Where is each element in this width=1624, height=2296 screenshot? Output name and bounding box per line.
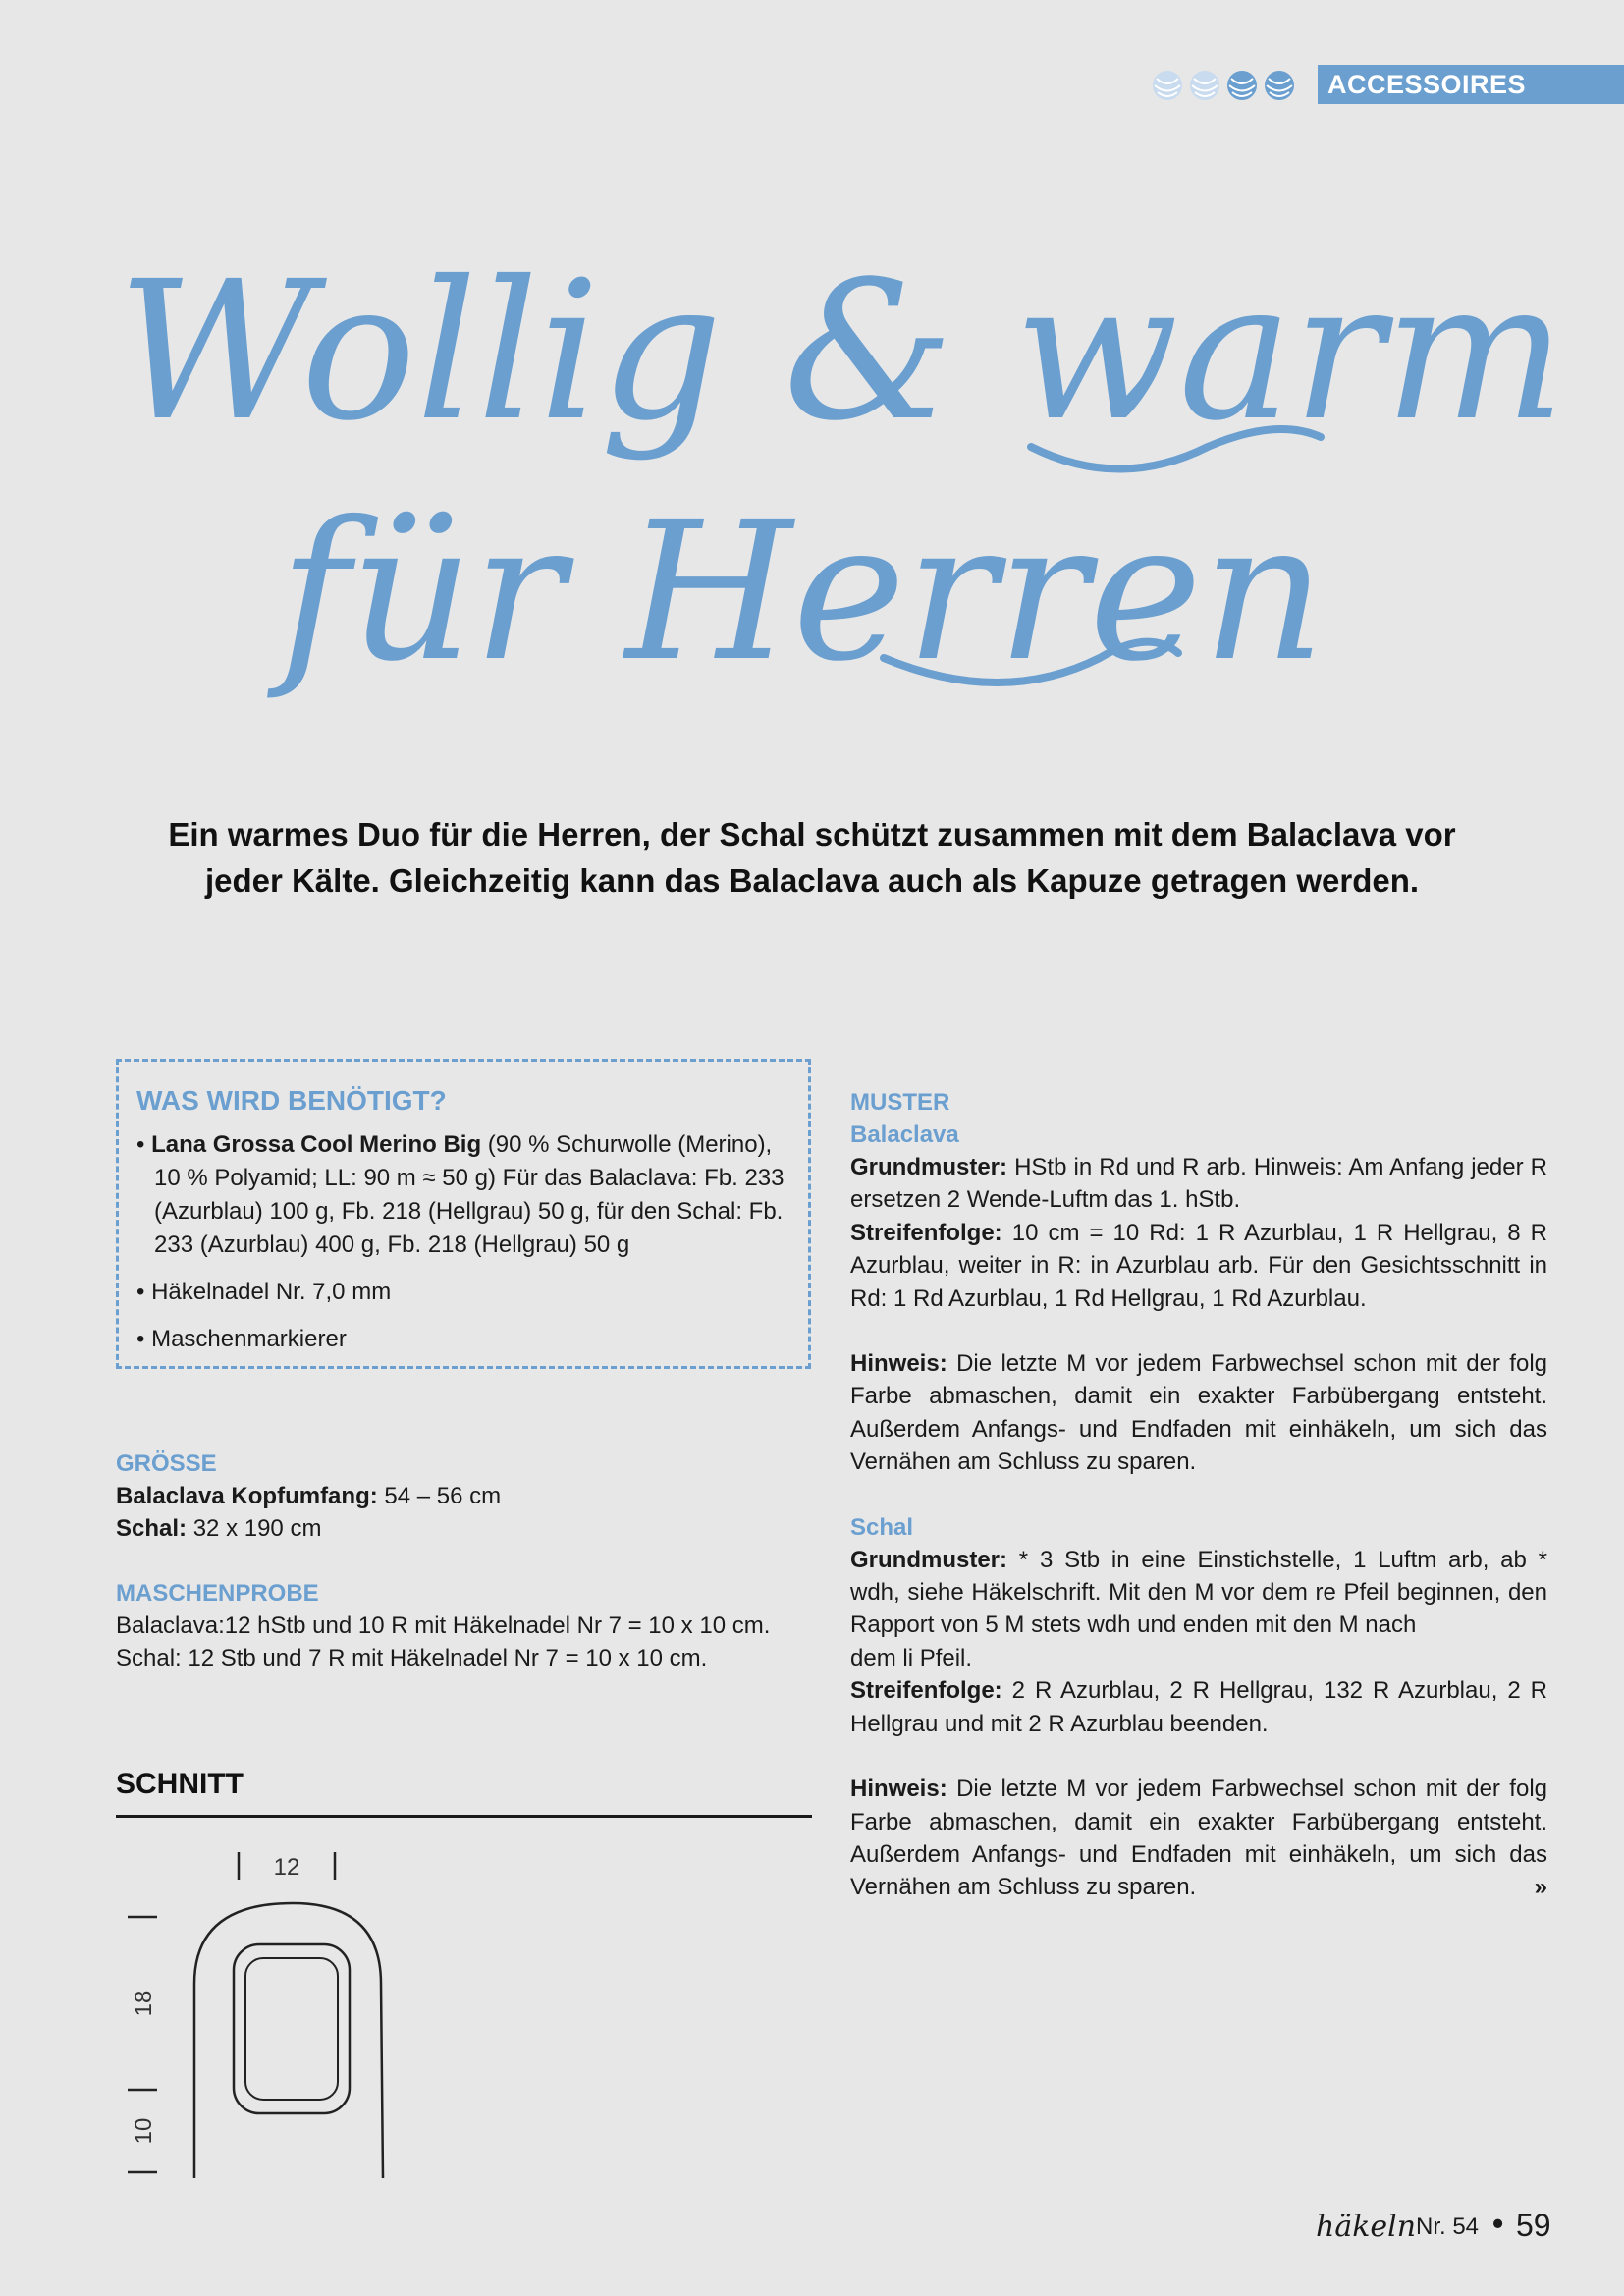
materials-heading: WAS WIRD BENÖTIGT? (136, 1085, 447, 1116)
size-heading: GRÖSSE (116, 1450, 217, 1477)
materials-box (116, 1059, 811, 1369)
schal-hinweis-label: Hinweis: (850, 1776, 947, 1803)
schal-grundmuster (850, 1544, 1547, 1642)
balaclava-streifenfolge-text: 10 cm = 10 Rd: 1 R Azurblau, 1 R Hellgrau, 8 R Azurblau, weiter in R: in Azurblau arb. Für den Gesichtsschnitt in Rd: 1 Rd Azurblau, 1 Rd Hellgrau, 1 Rd Azurblau. (850, 1219, 1547, 1312)
difficulty-rating (1151, 69, 1300, 102)
title-line-1: Wollig & warm (117, 240, 1566, 463)
section-tag: ACCESSOIRES (1318, 65, 1624, 104)
balaclava-hinweis-label: Hinweis: (850, 1350, 947, 1378)
size-schal-value: 32 x 190 cm (187, 1515, 322, 1542)
schal-hinweis (850, 1773, 1547, 1904)
muster-heading: MUSTER (850, 1089, 950, 1116)
size-schal (116, 1512, 811, 1545)
continue-mark: » (1534, 1874, 1547, 1901)
title-line-2: für Herren (279, 480, 1326, 703)
schal-hinweis-text: Die letzte M vor jedem Farbwechsel schon mit der folg Farbe abmaschen, damit ein exakter Farbübergang entsteht. Außerdem Anfangs- und Endfaden mit einhäkeln, um sich das Vernähen am Schluss zu sparen. (850, 1776, 1547, 1901)
balaclava-hinweis-text: Die letzte M vor jedem Farbwechsel schon mit der folg Farbe abmaschen, damit ein exakter Farbübergang entsteht. Außerdem Anfangs- und Endfaden mit einhäkeln, um sich das Vernähen am Schluss zu sparen. (850, 1350, 1547, 1476)
pattern-section (850, 1086, 1547, 1904)
face-opening-inner (245, 1958, 338, 2100)
width-label: 12 (273, 1854, 300, 1881)
footer-separator: • (1492, 2206, 1504, 2241)
balaclava-streifenfolge (850, 1217, 1547, 1315)
size-balaclava-value: 54 – 56 cm (377, 1483, 502, 1509)
materials-item-hook: • Häkelnadel Nr. 7,0 mm (136, 1279, 392, 1305)
schnitt-diagram (116, 1836, 528, 2190)
schal-streifenfolge-text: 2 R Azurblau, 2 R Hellgrau, 132 R Azurblau, 2 R Hellgrau und mit 2 R Azurblau beenden. (850, 1677, 1547, 1737)
yarn-ball-icon (1227, 71, 1257, 100)
schnitt-heading: SCHNITT (116, 1768, 244, 1800)
hook-text: Häkelnadel Nr. 7,0 mm (151, 1279, 392, 1305)
schal-grundmuster-label: Grundmuster: (850, 1546, 1008, 1573)
yarn-ball-icon (1190, 71, 1219, 100)
page-footer (1316, 2206, 1551, 2249)
schal-streifenfolge-label: Streifenfolge: (850, 1677, 1002, 1705)
intro-text: Ein warmes Duo für die Herren, der Schal schützt zusammen mit dem Balaclava vor jeder Kälte. Gleichzeitig kann das Balaclava auch als Kapuze getragen werden. (168, 816, 1456, 899)
balaclava-streifenfolge-label: Streifenfolge: (850, 1219, 1002, 1246)
page-number: 59 (1516, 2208, 1551, 2243)
materials-item-yarn: • Lana Grossa Cool Merino Big (90 % Schurwolle (Merino), 10 % Polyamid; LL: 90 m ≈ 50 g) Für das Balaclava: Fb. 233 (Azurblau) 100 g, Fb. 218 (Hellgrau) 50 g, für den Schal: Fb. 233 (Azurblau) 400 g, Fb. 218 (Hellgrau) 50 g (136, 1131, 785, 1258)
gauge-section (116, 1577, 811, 1674)
gauge-line-1: Balaclava:12 hStb und 10 R mit Häkelnadel Nr 7 = 10 x 10 cm. (116, 1613, 771, 1639)
magazine-brand: häkeln (1316, 2210, 1417, 2244)
page-title (0, 236, 1624, 746)
yarn-details: (90 % Schurwolle (Merino), 10 % Polyamid; LL: 90 m ≈ 50 g) Für das Balaclava: Fb. 233 (Azurblau) 100 g, Fb. 218 (Hellgrau) 50 g, für den Schal: Fb. 233 (Azurblau) 400 g, Fb. 218 (Hellgrau) 50 g (154, 1131, 785, 1258)
upper-height-label: 18 (131, 1990, 157, 2017)
schal-grundmuster-text: * 3 Stb in eine Einstichstelle, 1 Luftm arb, ab * wdh, siehe Häkelschrift. Mit den M vor dem re Pfeil beginnen, den Rapport von 5 M stets wdh und enden mit den M nach (850, 1546, 1547, 1639)
size-balaclava (116, 1480, 811, 1512)
schal-heading: Schal (850, 1513, 914, 1541)
balaclava-hinweis (850, 1347, 1547, 1479)
schnitt-divider (116, 1815, 812, 1818)
face-opening-outer (234, 1944, 350, 2113)
balaclava-heading: Balaclava (850, 1121, 959, 1148)
balaclava-grundmuster (850, 1151, 1547, 1217)
size-schal-label: Schal: (116, 1515, 188, 1542)
lower-height-label: 10 (131, 2117, 157, 2145)
issue-number: Nr. 54 (1416, 2214, 1480, 2240)
materials-item-marker: • Maschenmarkierer (136, 1326, 347, 1352)
gauge-line-2: Schal: 12 Stb und 7 R mit Häkelnadel Nr 7 = 10 x 10 cm. (116, 1645, 708, 1671)
yarn-name: Lana Grossa Cool Merino Big (151, 1131, 482, 1158)
size-section (116, 1448, 811, 1545)
marker-text: Maschenmarkierer (151, 1326, 347, 1352)
yarn-ball-icon (1265, 71, 1294, 100)
schal-streifenfolge (850, 1674, 1547, 1740)
balaclava-grundmuster-label: Grundmuster: (850, 1154, 1008, 1180)
yarn-ball-icon (1153, 71, 1182, 100)
balaclava-grundmuster-text: HStb in Rd und R arb. Hinweis: Am Anfang jeder R ersetzen 2 Wende-Luftm das 1. hStb. (850, 1154, 1547, 1214)
size-balaclava-label: Balaclava Kopfumfang: (116, 1483, 378, 1509)
schal-grundmuster-end: dem li Pfeil. (850, 1644, 973, 1671)
gauge-heading: MASCHENPROBE (116, 1580, 319, 1607)
